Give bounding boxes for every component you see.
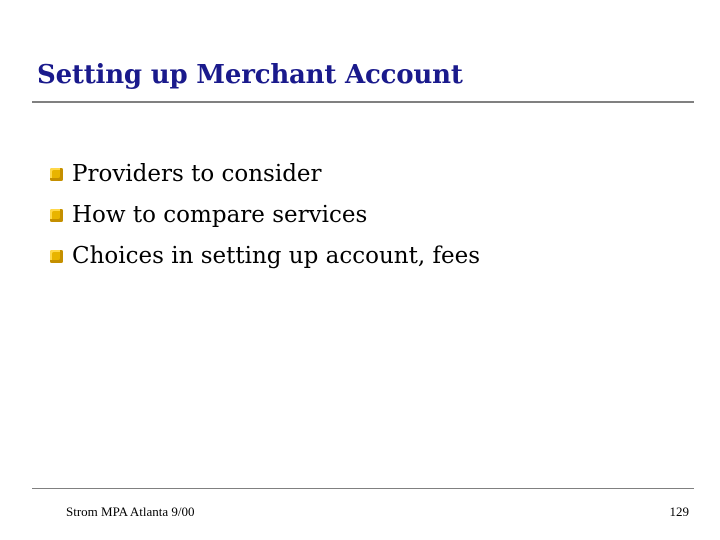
- bullet-item: [50, 153, 480, 194]
- square-bullet-icon: [50, 209, 63, 222]
- square-bullet-icon: [50, 250, 63, 263]
- footer-source: Strom MPA Atlanta 9/00: [66, 504, 195, 519]
- bullet-item: [50, 194, 480, 235]
- bullet-text: Providers to consider: [72, 160, 322, 187]
- bullet-list: [50, 153, 480, 276]
- bullet-text: Choices in setting up account, fees: [72, 242, 481, 269]
- footer-divider: [32, 488, 694, 489]
- bullet-item: [50, 235, 480, 276]
- square-bullet-icon: [50, 168, 63, 181]
- bullet-text: How to compare services: [72, 201, 368, 228]
- page-number: 129: [669, 504, 689, 519]
- title-divider: [32, 101, 694, 103]
- slide-title: Setting up Merchant Account: [37, 60, 463, 90]
